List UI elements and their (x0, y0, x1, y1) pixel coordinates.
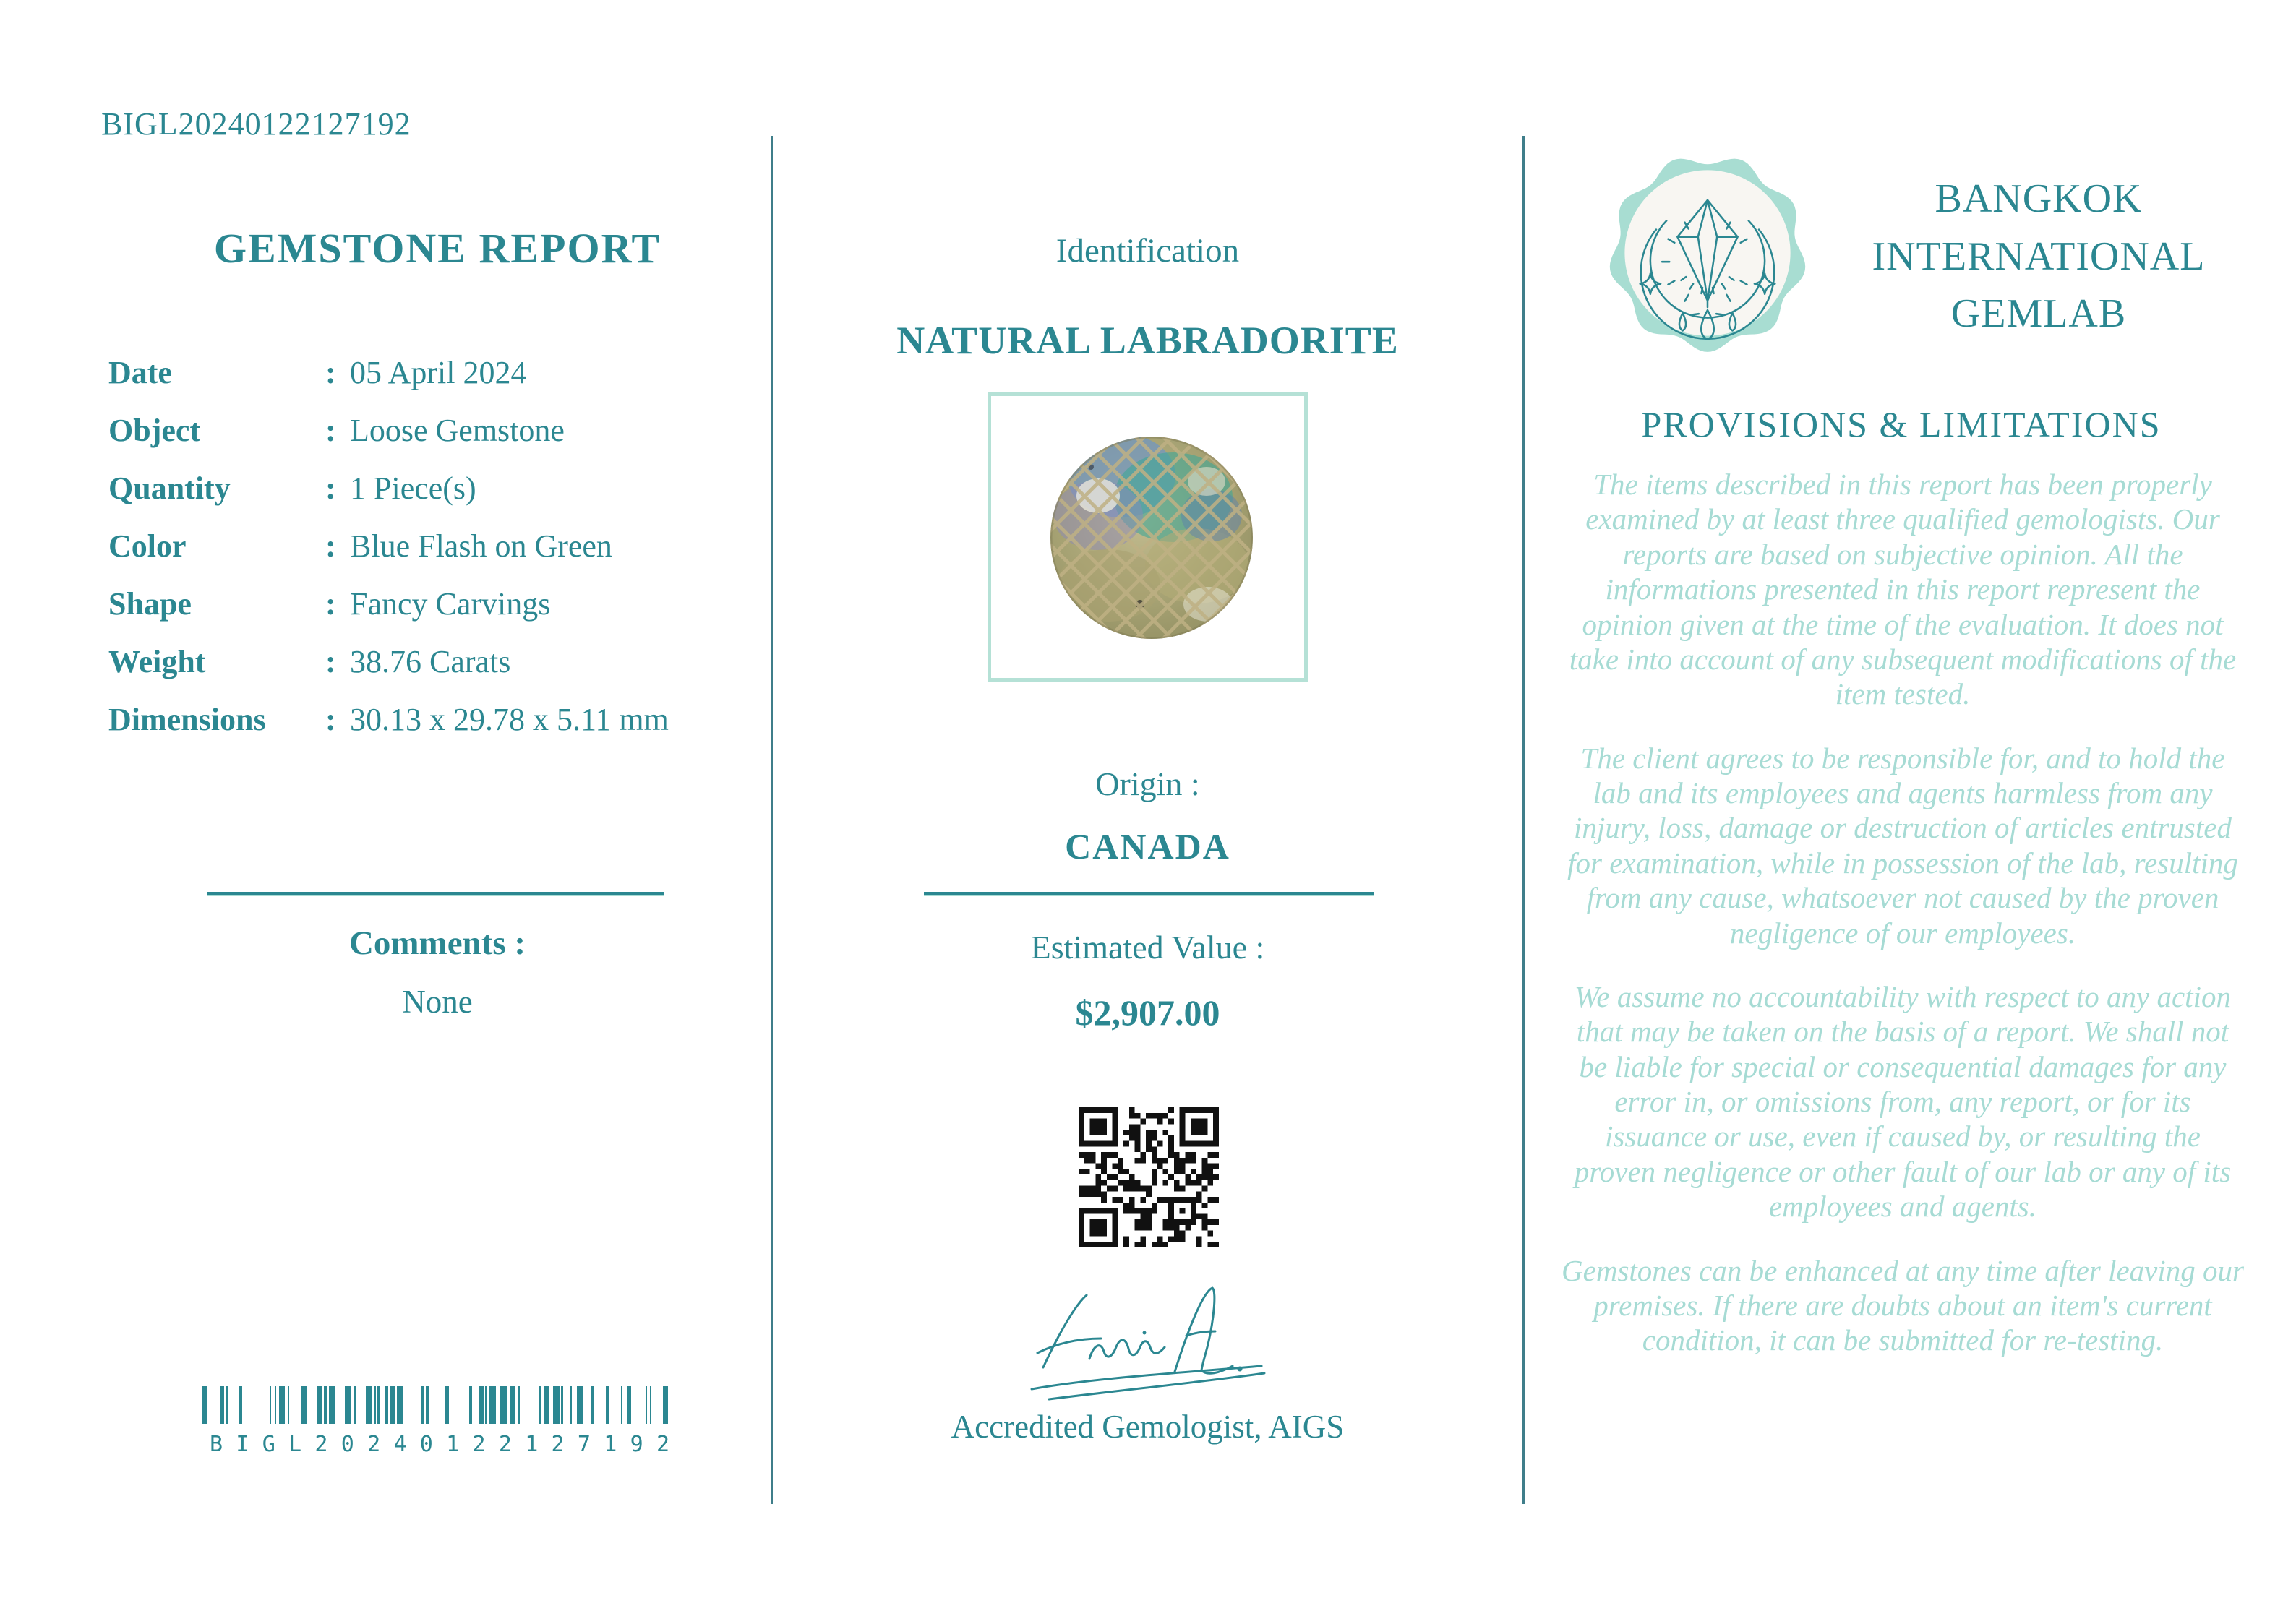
gemologist-signature (1023, 1266, 1283, 1418)
detail-colon: : (325, 586, 336, 622)
gem-details-table (108, 354, 774, 759)
estimated-value-label: Estimated Value : (1030, 929, 1265, 966)
detail-colon: : (325, 471, 336, 506)
detail-value: 1 Piece(s) (350, 471, 476, 506)
detail-colon: : (325, 702, 336, 737)
detail-label: Dimensions (108, 702, 266, 737)
gem-identification: NATURAL LABRADORITE (896, 319, 1399, 362)
gem-photo-frame (988, 392, 1308, 682)
detail-colon: : (325, 413, 336, 448)
detail-label: Date (108, 355, 172, 390)
column-divider-right (1522, 136, 1525, 1504)
detail-colon: : (325, 528, 336, 564)
report-title: GEMSTONE REPORT (213, 225, 661, 272)
detail-value: 05 April 2024 (350, 355, 527, 390)
origin-value: CANADA (1065, 826, 1230, 867)
gem-photo (991, 396, 1304, 678)
detail-value: 38.76 Carats (350, 644, 511, 679)
detail-row-object (108, 412, 774, 470)
lab-name: BANGKOK INTERNATIONAL GEMLAB (1872, 176, 2206, 337)
detail-row-weight (108, 643, 774, 701)
provision-paragraph-3: We assume no accountability with respect to any action that may be taken on the basis of a report. We shall not be liable for special or consequential damages for any error in, or omissions from, any report, or for its issuance or use, even if caused by, or resulting the proven negligence or other fault of our lab or any of its employees and agents. (1574, 979, 2232, 1224)
report-number: BIGL20240122127192 (101, 106, 411, 142)
detail-label: Shape (108, 586, 192, 622)
detail-row-date (108, 354, 774, 412)
provisions-paragraphs (1562, 467, 2244, 1387)
signer-title: Accredited Gemologist, AIGS (951, 1409, 1345, 1445)
detail-label: Quantity (108, 471, 231, 506)
detail-label: Weight (108, 644, 206, 679)
barcode-text: BIGL20240122127192 (210, 1432, 669, 1457)
provision-paragraph-1: The items described in this report has been properly examined by at least three qualified gemologists. Our reports are based on subjective opinion. All the informations presented in this report represent the opinion given at the time of the evaluation. It does not take into account of any subsequent modifications of the item tested. (1569, 468, 2237, 711)
detail-value: 30.13 x 29.78 x 5.11 mm (350, 702, 669, 737)
provision-paragraph-2: The client agrees to be responsible for, and to hold the lab and its employees and agents harmless from any injury, loss, damage or destruction of articles entrusted for examination, while in possession of the lab, resulting from any cause, whatsoever not caused by the proven negligence of our employees. (1567, 741, 2238, 950)
detail-row-shape (108, 585, 774, 643)
detail-value: Fancy Carvings (350, 586, 551, 622)
detail-value: Loose Gemstone (350, 413, 565, 448)
column-divider-left (771, 136, 773, 1504)
gemlab-logo (1605, 150, 1810, 356)
comments-label: Comments : (348, 924, 526, 962)
comments-divider (207, 892, 664, 896)
origin-label: Origin : (1095, 765, 1200, 802)
provision-paragraph-4: Gemstones can be enhanced at any time after leaving our premises. If there are doubts about an item's current condition, it can be submitted for re-testing. (1562, 1253, 2244, 1357)
detail-row-quantity (108, 470, 774, 528)
estimated-value: $2,907.00 (1075, 992, 1220, 1033)
value-divider (924, 892, 1374, 896)
barcode (201, 1386, 678, 1458)
detail-colon: : (325, 644, 336, 679)
provisions-title: PROVISIONS & LIMITATIONS (1641, 404, 2162, 444)
comments-value: None (402, 984, 473, 1020)
detail-row-color (108, 528, 774, 585)
detail-label: Object (108, 413, 201, 448)
detail-row-dimensions (108, 701, 774, 759)
detail-colon: : (325, 355, 336, 390)
detail-label: Color (108, 528, 187, 564)
identification-section-label: Identification (1055, 232, 1240, 270)
detail-value: Blue Flash on Green (350, 528, 612, 564)
qr-code (1079, 1107, 1219, 1247)
